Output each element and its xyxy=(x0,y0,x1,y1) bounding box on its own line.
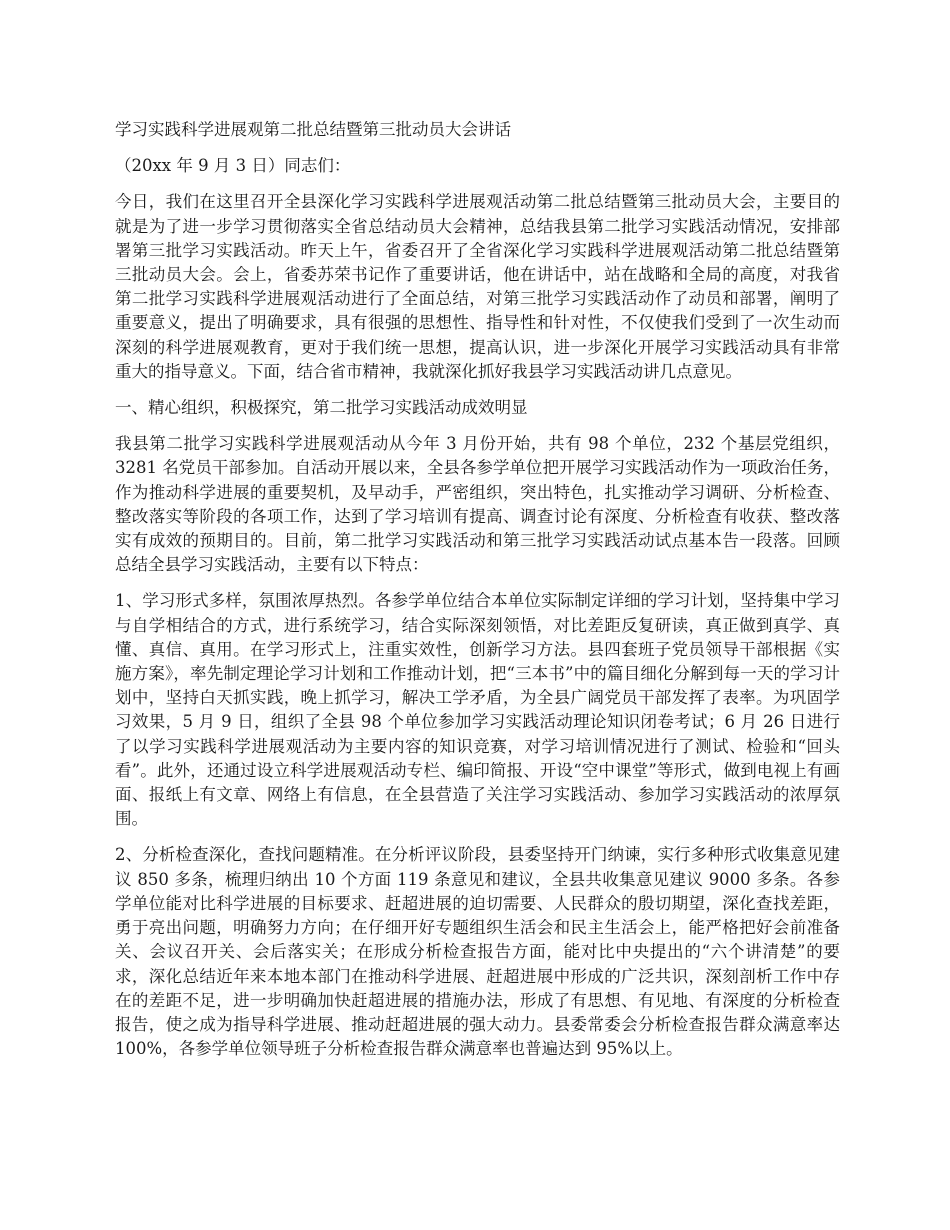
paragraph-point-1: 1、学习形式多样，氛围浓厚热烈。各参学单位结合本单位实际制定详细的学习计划，坚持集中学习与自学相结合的方式，进行系统学习，结合实际深刻领悟，对比差距反复研读，真正做到真学、真懂、真信、真用。在学习形式上，注重实效性，创新学习方法。县四套班子党员领导干部根据《实施方案》，率先制定理论学习计划和工作推动计划，把“三本书”中的篇目细化分解到每一天的学习计划中，坚持白天抓实践，晚上抓学习，解决工学矛盾，为全县广阔党员干部发挥了表率。为巩固学习效果，5 月 9 日，组织了全县 98 个单位参加学习实践活动理论知识闭卷考试；6 月 26 日进行了以学习实践科学进展观活动为主要内容的知识竞赛，对学习培训情况进行了测试、检验和“回头看”。此外，还通过设立科学进展观活动专栏、编印简报、开设“空中课堂”等形式，做到电视上有画面、报纸上有文章、网络上有信息，在全县营造了关注学习实践活动、参加学习实践活动的浓厚氛围。 xyxy=(115,591,840,829)
paragraph-intro: 今日，我们在这里召开全县深化学习实践科学进展观活动第二批总结暨第三批动员大会，主要目的就是为了进一步学习贯彻落实全省总结动员大会精神，总结我县第二批学习实践活动情况，安排部署第三批学习实践活动。昨天上午，省委召开了全省深化学习实践科学进展观活动第二批总结暨第三批动员大会。会上，省委苏荣书记作了重要讲话，他在讲话中，站在战略和全局的高度，对我省第二批学习实践科学进展观活动进行了全面总结，对第三批学习实践活动作了动员和部署，阐明了重要意义，提出了明确要求，具有很强的思想性、指导性和针对性，不仅使我们受到了一次生动而深刻的科学进展观教育，更对于我们统一思想，提高认识，进一步深化开展学习实践活动具有非常重大的指导意义。下面，结合省市精神，我就深化抓好我县学习实践活动讲几点意见。 xyxy=(115,192,840,381)
document-body xyxy=(115,118,840,1073)
paragraph-point-2: 2、分析检查深化，查找问题精准。在分析评议阶段，县委坚持开门纳谏，实行多种形式收集意见建议 850 多条，梳理归纳出 10 个方面 119 条意见和建议，全县共收集意见建议 9000 多条。各参学单位能对比科学进展的目标要求、赶超进展的迫切需要、人民群众的殷切期望，深化查找差距，勇于亮出问题，明确努力方向；在仔细开好专题组织生活会和民主生活会上，能严格把好会前准备关、会议召开关、会后落实关；在形成分析检查报告方面，能对比中央提出的“六个讲清楚”的要求，深化总结近年来本地本部门在推动科学进展、赶超进展中形成的广泛共识，深刻剖析工作中存在的差距不足，进一步明确加快赶超进展的措施办法，形成了有思想、有见地、有深度的分析检查报告，使之成为指导科学进展、推动赶超进展的强大动力。县委常委会分析检查报告群众满意率达 100%，各参学单位领导班子分析检查报告群众满意率也普遍达到 95%以上。 xyxy=(115,845,840,1059)
document-title: 学习实践科学进展观第二批总结暨第三批动员大会讲话 xyxy=(115,120,511,139)
paragraph-section-1-overview: 我县第二批学习实践科学进展观活动从今年 3 月份开始，共有 98 个单位，232 个基层党组织，3281 名党员干部参加。自活动开展以来，全县各参学单位把开展学习实践活动作为一项政治任务，作为推动科学进展的重要契机，及早动手，严密组织，突出特色，扎实推动学习调研、分析检查、整改落实等阶段的各项工作，达到了学习培训有提高、调查讨论有深度、分析检查有收获、整改落实有成效的预期目的。目前，第二批学习实践活动和第三批学习实践活动试点基本告一段落。回顾总结全县学习实践活动，主要有以下特点： xyxy=(115,434,840,575)
dateline-salutation: （20xx 年 9 月 3 日）同志们： xyxy=(115,156,351,176)
section-heading-1: 一、精心组织，积极探究，第二批学习实践活动成效明显 xyxy=(115,398,528,418)
